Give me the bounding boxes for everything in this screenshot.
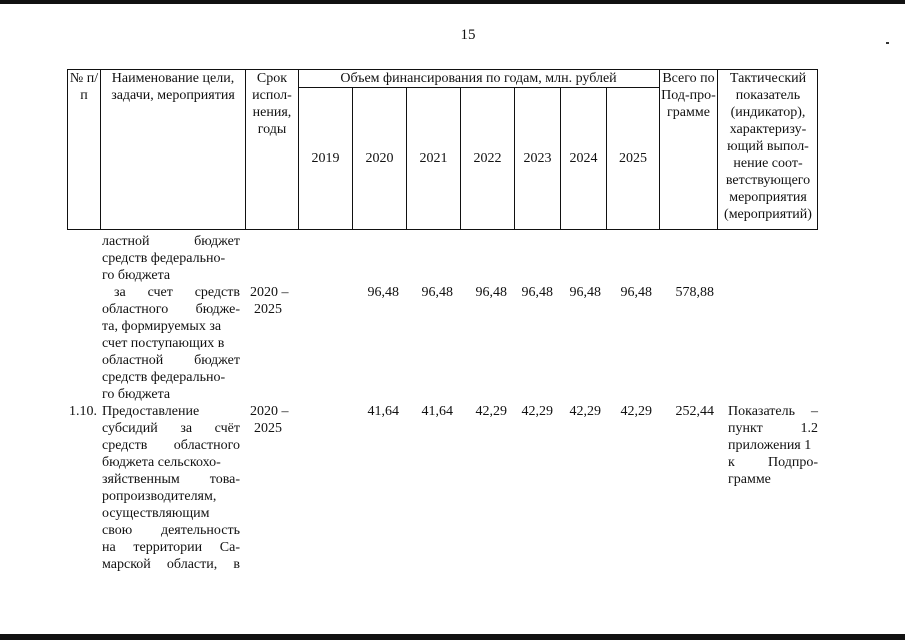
row-indicator-line: пункт 1.2 (728, 421, 818, 436)
header-col-indicator: Тактический показатель (индикатор), характеризу-ющий выпол-нение соот-ветствующего мероприятия (мероприятий) (724, 71, 812, 222)
col-border (67, 69, 68, 230)
header-year: 2022 (473, 151, 502, 166)
header-col-name: Наименование цели, задачи, мероприятия (111, 71, 235, 103)
row-total: 252,44 (675, 404, 714, 419)
row-name-line: на территории Са- (102, 540, 240, 555)
col-border (817, 69, 818, 230)
col-border (100, 69, 101, 230)
row-value: 96,48 (569, 285, 601, 300)
row-value: 96,48 (521, 285, 553, 300)
row-value: 42,29 (475, 404, 507, 419)
row-total: 578,88 (675, 285, 714, 300)
row-name-line: зяйственным това- (102, 472, 240, 487)
header-year: 2020 (365, 151, 394, 166)
row-value: 96,48 (620, 285, 652, 300)
row-name-line: го бюджета (102, 387, 171, 402)
row-name-line: го бюджета (102, 268, 171, 283)
row-term-line: 2020 – (250, 404, 289, 419)
top-rule (0, 0, 905, 4)
row-value: 42,29 (569, 404, 601, 419)
header-year: 2021 (419, 151, 448, 166)
row-name-line: средств областного (102, 438, 240, 453)
row-indicator-line: приложения 1 (728, 438, 812, 453)
col-border (717, 69, 718, 230)
row-name-line: областной бюджет (102, 353, 240, 368)
row-name-line: ропроизводителям, (102, 489, 217, 504)
row-term-line: 2025 (254, 421, 282, 436)
row-name-line: марской области, в (102, 557, 240, 572)
header-col-term: Срок испол-нения, годы (252, 71, 292, 137)
row-name-line: счет поступающих в (102, 336, 225, 351)
scan-speck (886, 42, 889, 44)
header-col-funding: Объем финансирования по годам, млн. рублей (340, 71, 617, 86)
row-value: 96,48 (367, 285, 399, 300)
row-name-line: Предоставление (102, 404, 200, 419)
row-name-line: субсидий за счёт (102, 421, 240, 436)
header-col-total: Всего по Под-про-грамме (661, 71, 716, 120)
row-value: 42,29 (620, 404, 652, 419)
row-name-line: осуществляющим (102, 506, 210, 521)
row-name-line: средств федерально- (102, 370, 226, 385)
row-value: 96,48 (421, 285, 453, 300)
header-col-no: № п/п (69, 71, 99, 103)
header-year: 2025 (619, 151, 647, 166)
row-name-line: за счет средств (114, 285, 240, 300)
row-indicator-line: грамме (728, 472, 771, 487)
header-bottom-border (67, 229, 818, 230)
row-indicator-line: к Подпро- (728, 455, 818, 470)
row-name-line: та, формируемых за (102, 319, 222, 334)
row-number: 1.10. (69, 404, 97, 419)
row-term-line: 2020 – (250, 285, 289, 300)
row-name-line: областного бюдже- (102, 302, 240, 317)
header-year: 2024 (569, 151, 598, 166)
row-name-line: свою деятельность (102, 523, 240, 538)
header-year: 2019 (311, 151, 340, 166)
row-name-line: ластной бюджет (102, 234, 240, 249)
header-year: 2023 (523, 151, 552, 166)
row-value: 96,48 (475, 285, 507, 300)
row-indicator-line: Показатель – (728, 404, 818, 419)
row-name-line: бюджета сельскохо- (102, 455, 221, 470)
row-value: 41,64 (367, 404, 399, 419)
row-value: 42,29 (521, 404, 553, 419)
row-term-line: 2025 (254, 302, 282, 317)
bottom-rule (0, 634, 905, 640)
row-value: 41,64 (421, 404, 453, 419)
page-number: 15 (460, 27, 476, 43)
row-name-line: средств федерально- (102, 251, 226, 266)
